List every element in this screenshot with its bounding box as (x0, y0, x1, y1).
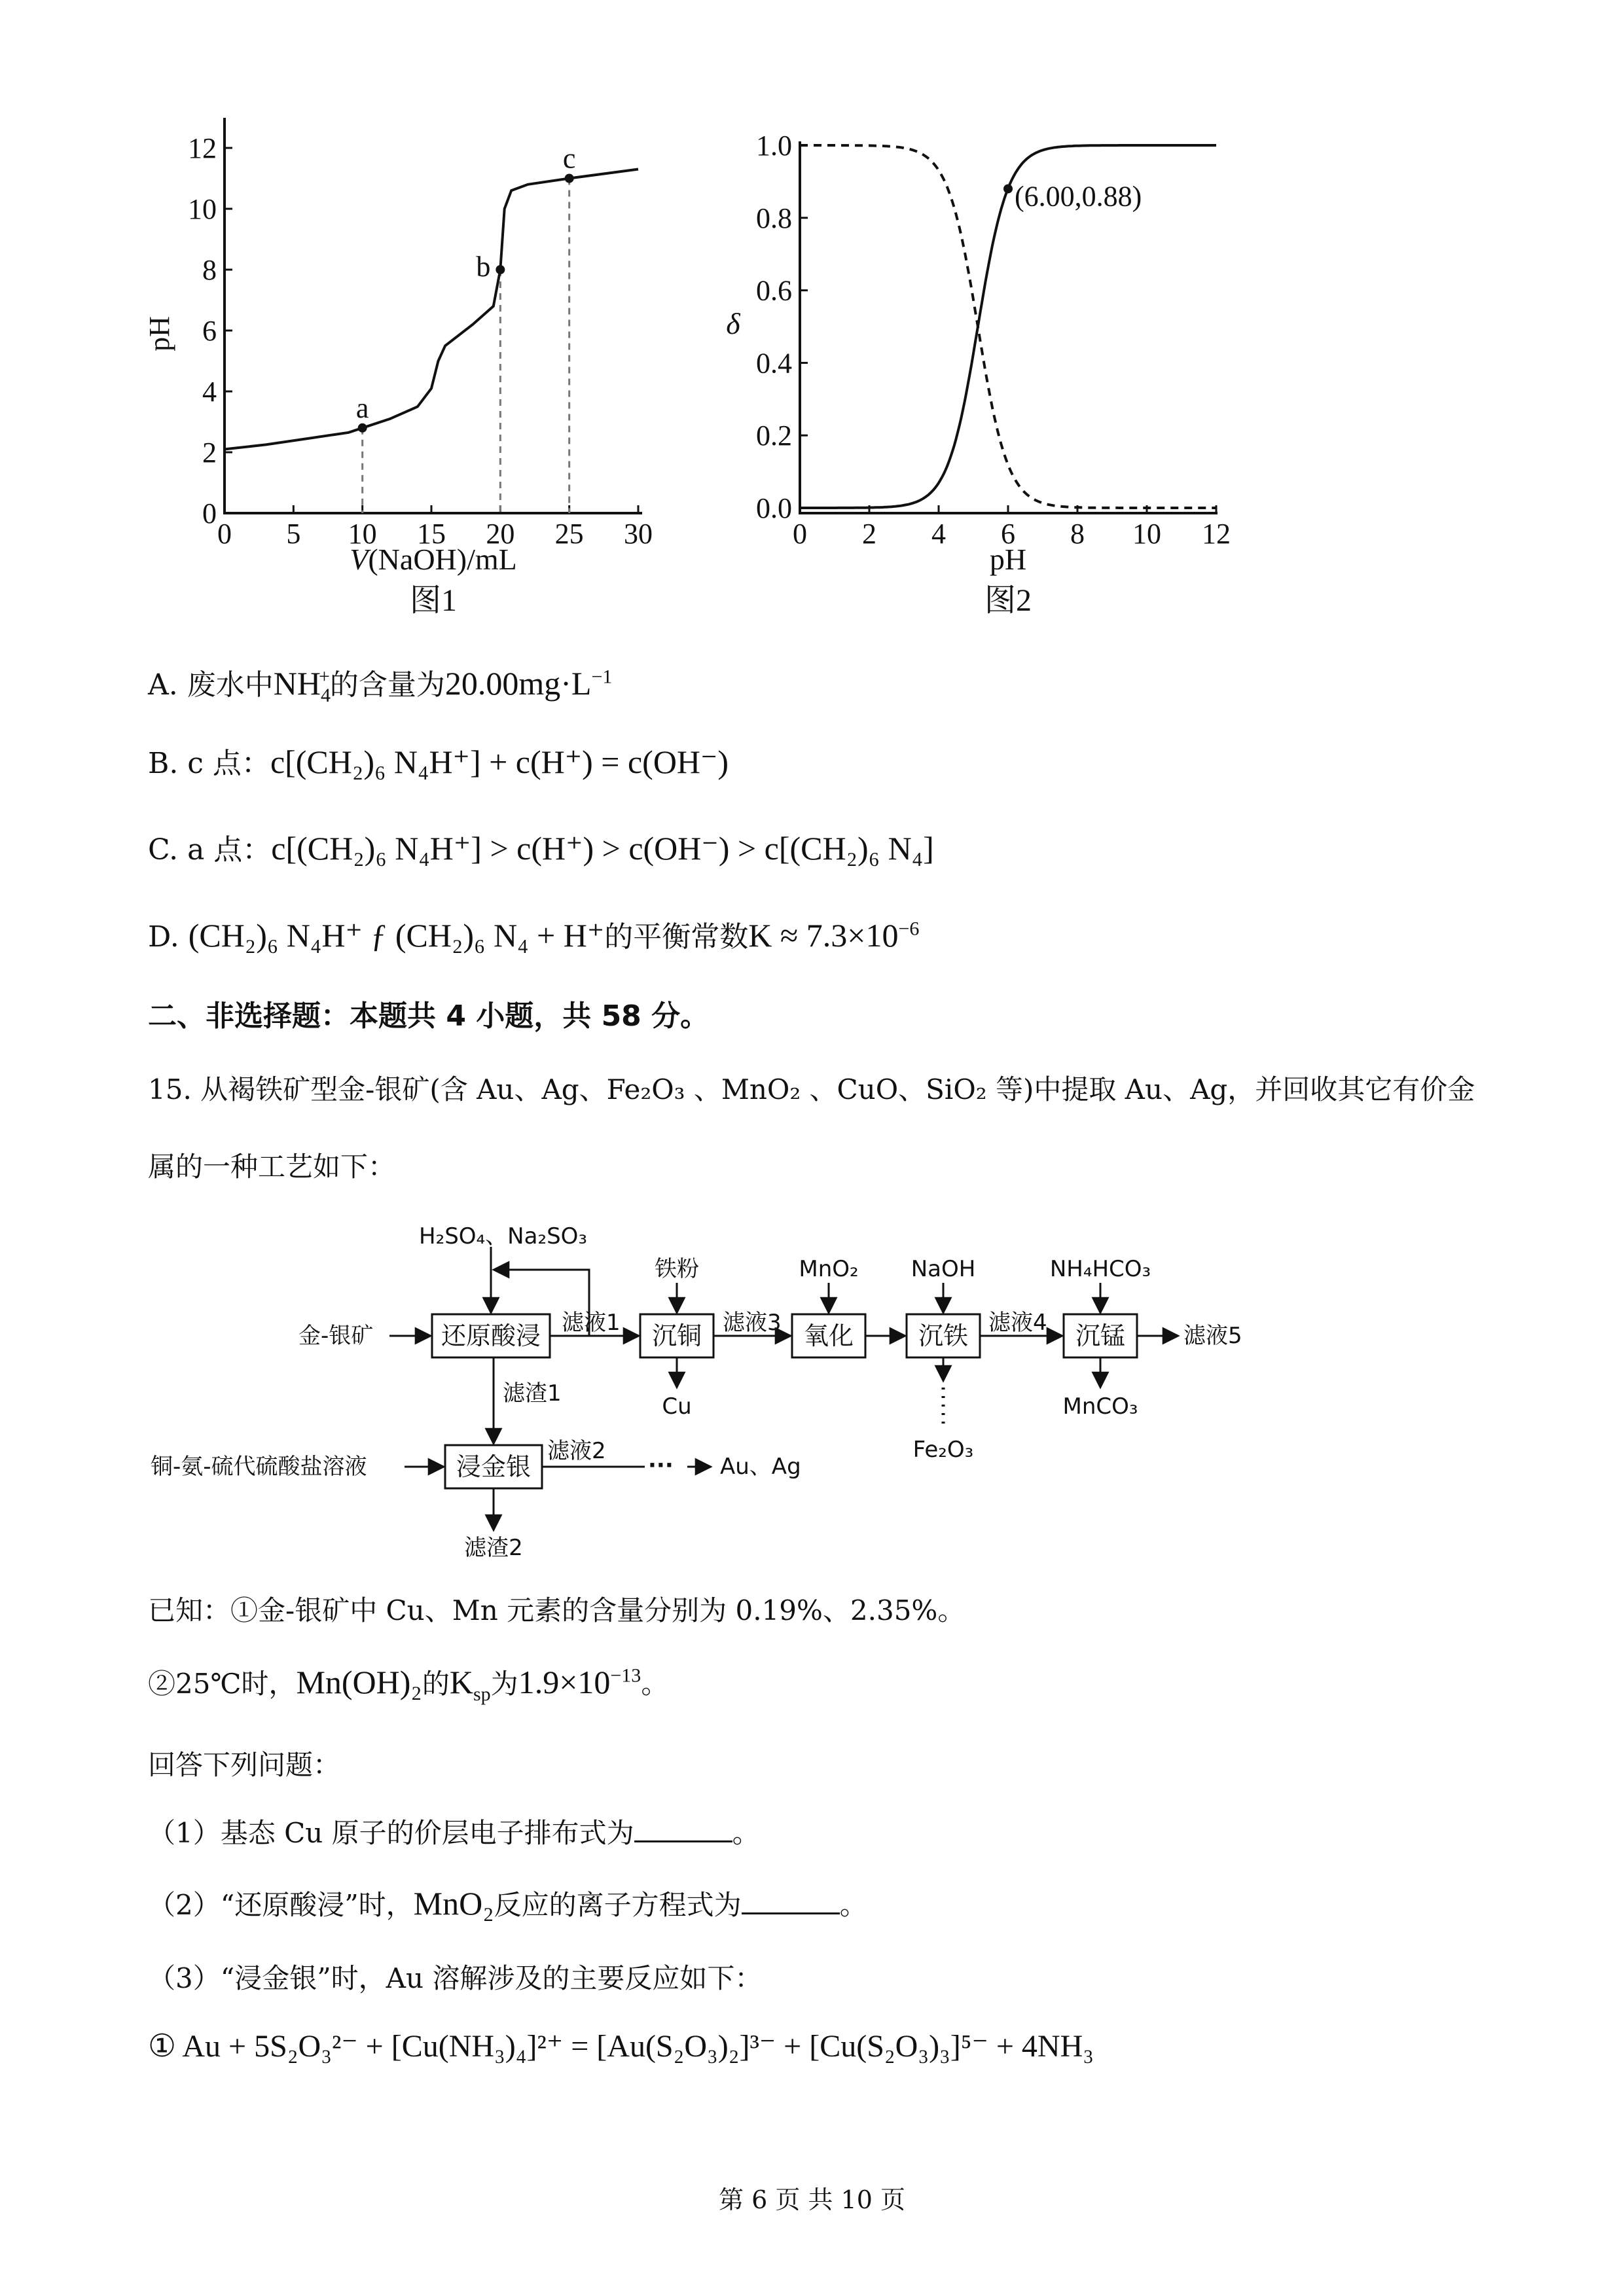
fig2-ytick-label: 0.4 (756, 347, 792, 380)
filtrate3-label: 滤液3 (723, 1310, 782, 1336)
option-c-label: C. a 点： (148, 833, 272, 867)
option-a-text: A. 废水中 (148, 668, 274, 702)
fig2-ytick-label: 0.8 (756, 202, 792, 234)
iron-powder-label: 铁粉 (655, 1256, 699, 1282)
box1-label: 还原酸浸 (441, 1321, 541, 1350)
option-d-text: 的平衡常数 (604, 920, 749, 954)
process-flowchart (144, 1198, 1296, 1564)
fig1-ytick-label: 12 (188, 132, 217, 164)
fig2-xtick-label: 10 (1132, 518, 1161, 550)
option-b-label: B. c 点： (148, 747, 270, 780)
fig2-xtick-label: 12 (1202, 518, 1231, 550)
option-a-mid: 的含量为 (329, 668, 445, 702)
reagent2-label: 铜-氨-硫代硫酸盐溶液 (151, 1454, 367, 1480)
option-d-k: $K \approx 7.3\times 10^{-6}$ (748, 917, 920, 954)
fig1-point-a (358, 423, 367, 433)
filtrate5-label: 滤液5 (1183, 1323, 1242, 1349)
answer-blank-2[interactable] (742, 1890, 840, 1914)
fig2-annotation-label: (6.00,0.88) (1015, 180, 1142, 213)
fig1-point-label: a (355, 391, 369, 424)
option-a-value: $20.00mg\cdot L^{-1}$ (444, 665, 613, 702)
box2-label: 沉铜 (651, 1321, 702, 1350)
ellipsis-label: ··· (648, 1452, 674, 1479)
box3-label: 氧化 (803, 1321, 854, 1350)
fig1-point-label: b (476, 251, 491, 283)
fig2-ytick-label: 0.6 (756, 274, 792, 307)
fig1-xlabel: V(NaOH)/mL (350, 543, 517, 576)
fig1-titration-curve (225, 170, 638, 450)
au-ag-label: Au、Ag (720, 1454, 801, 1480)
filtrate1-label: 滤液1 (562, 1310, 621, 1336)
fig2-caption: 图2 (984, 583, 1032, 618)
sub-question-1: （1）基态 Cu 原子的价层电子排布式为 。 (148, 1817, 760, 1849)
fig1-xtick-label: 0 (217, 518, 232, 550)
fig1-ytick-label: 6 (202, 315, 217, 347)
fig2-annotation-point (1003, 184, 1013, 193)
fig2-xtick-label: 8 (1070, 518, 1085, 550)
q15-line-2: 属的一种工艺如下： (148, 1151, 396, 1183)
option-b-expression: c[(CH₂)₆ N₄H⁺] + c(H⁺) = c(OH⁻) (270, 744, 729, 780)
section-title: 二、非选择题：本题共 4 小题，共 58 分。 (148, 999, 710, 1033)
option-a (148, 661, 612, 707)
naoh-label: NaOH (911, 1256, 976, 1282)
filtrate2-label: 滤液2 (547, 1438, 606, 1464)
fig2-ytick-label: 1.0 (756, 130, 792, 162)
sub-question-2: （2）“还原酸浸”时，MnO₂反应的离子方程式为 。 (148, 1885, 867, 1922)
fig1-point-label: c (562, 142, 576, 175)
residue2-label: 滤渣2 (464, 1535, 523, 1561)
option-c (148, 826, 934, 868)
known-1: 已知：①金-银矿中 Cu、Mn 元素的含量分别为 0.19%、2.35%。 (148, 1594, 965, 1626)
feed-ore-label: 金-银矿 (298, 1323, 374, 1349)
figure-1-titration-chart (143, 118, 674, 641)
nh4hco3-label: NH₄HCO₃ (1049, 1256, 1151, 1282)
answer-blank-1[interactable] (634, 1818, 732, 1842)
figure-2-distribution-chart (707, 118, 1244, 641)
cu-label: Cu (662, 1393, 692, 1420)
fig2-ylabel: δ (726, 307, 740, 340)
fig2-xtick-label: 4 (931, 518, 946, 550)
option-d-expression: (CH₂)₆ N₄H⁺ ƒ (CH₂)₆ N₄ + H⁺ (188, 917, 605, 954)
fig2-dashed-curve (800, 145, 1216, 508)
fig1-ytick-label: 10 (188, 193, 217, 225)
fig1-caption: 图1 (409, 583, 458, 618)
fig1-ylabel: pH (143, 316, 175, 351)
fig1-xtick-label: 20 (486, 518, 515, 550)
option-d-label: D. (148, 920, 189, 954)
fig1-xtick-label: 25 (554, 518, 584, 550)
answer-intro: 回答下列问题： (148, 1749, 341, 1781)
option-c-expression: c[(CH₂)₆ N₄H⁺] > c(H⁺) > c(OH⁻) > c[(CH₂)₆ N₄] (271, 830, 934, 867)
sub-question-3: （3）“浸金银”时，Au 溶解涉及的主要反应如下： (148, 1962, 763, 1994)
box5-label: 沉锰 (1075, 1321, 1126, 1350)
fig1-point-b (496, 265, 505, 274)
mno2-label: MnO₂ (799, 1256, 859, 1282)
fig2-solid-curve (800, 145, 1216, 508)
fig2-xtick-label: 0 (793, 518, 807, 550)
fig1-xtick-label: 5 (286, 518, 301, 550)
mnco3-label: MnCO₃ (1062, 1393, 1138, 1420)
fig2-ytick-label: 0.2 (756, 420, 792, 452)
filtrate4-label: 滤液4 (988, 1310, 1047, 1336)
fe2o3-label: Fe₂O₃ (912, 1437, 974, 1463)
fig1-ytick-label: 0 (202, 497, 217, 529)
known-2: ②25℃时，Mn(OH)₂的$K_{sp}$为$1.9\times 10^{-13}$。 (148, 1664, 669, 1705)
option-b (148, 740, 729, 781)
fig1-ytick-label: 8 (202, 254, 217, 286)
option-a-ion: $NH_4^+$ (273, 665, 331, 706)
box4-label: 沉铁 (918, 1321, 969, 1350)
box6-label: 浸金银 (456, 1452, 532, 1481)
reaction-1: ① Au + 5S₂O₃²⁻ + [Cu(NH₃)₄]²⁺ = [Au(S₂O₃)₂]³⁻ + [Cu(S₂O₃)₃]⁵⁻ + 4NH₃ (148, 2029, 1094, 2064)
fig1-xtick-label: 10 (348, 518, 377, 550)
q15-line-1: 15. 从褐铁矿型金-银矿(含 Au、Ag、Fe₂O₃ 、MnO₂ 、CuO、SiO₂ 等)中提取 Au、Ag，并回收其它有价金 (148, 1073, 1475, 1105)
residue1-label: 滤渣1 (503, 1380, 562, 1407)
fig2-xtick-label: 2 (862, 518, 876, 550)
fig2-xlabel: pH (989, 543, 1027, 576)
option-d (148, 913, 919, 955)
fig1-xtick-label: 15 (417, 518, 446, 550)
fig2-ytick-label: 0.0 (756, 492, 792, 524)
fig1-xtick-label: 30 (624, 518, 653, 550)
fig1-ytick-label: 4 (202, 376, 217, 408)
fig1-ytick-label: 2 (202, 437, 217, 469)
fig2-xtick-label: 6 (1001, 518, 1015, 550)
feed-top-label: H₂SO₄、Na₂SO₃ (419, 1223, 588, 1249)
fig1-point-c (565, 174, 574, 183)
page-footer: 第 6 页 共 10 页 (719, 2185, 905, 2214)
